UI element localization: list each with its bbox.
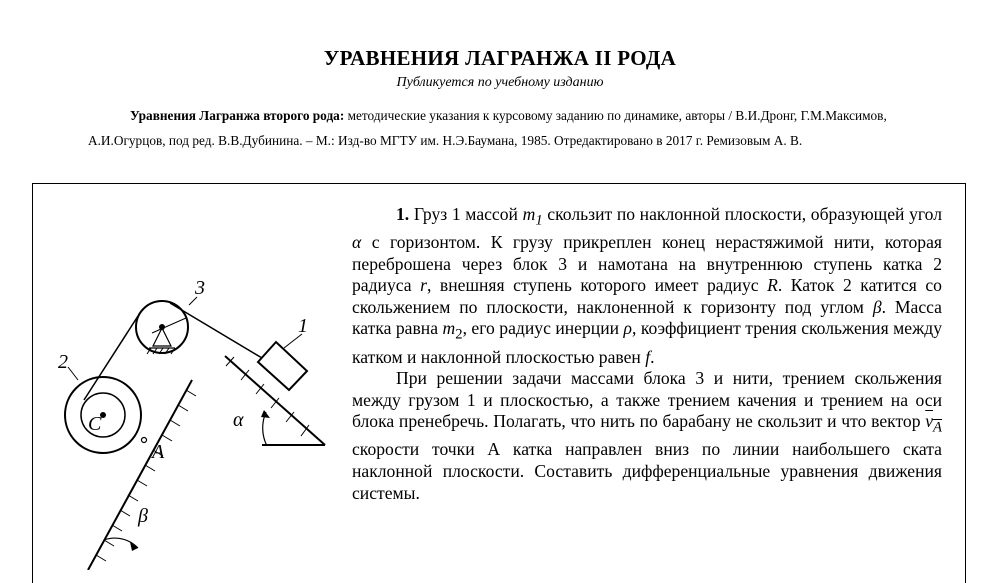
problem-text: , коэффициент трения скольжения между катком и наклонной плоскостью равен [352, 318, 943, 367]
problem-text: Груз 1 массой [409, 204, 523, 224]
bibliographic-reference [88, 103, 928, 153]
problem-text: , внешняя ступень которого имеет радиус [427, 275, 768, 296]
symbol-m: m [522, 204, 536, 224]
problem-text: . Масса катка равна [352, 296, 942, 339]
subscript: 2 [455, 327, 463, 343]
contact-point-a [142, 438, 147, 443]
problem-statement [352, 204, 942, 504]
symbol-beta: β [872, 296, 882, 317]
symbol-r: r [420, 275, 427, 296]
document-subtitle: Публикуется по учебному изданию [396, 75, 604, 90]
label-center-c: C [88, 413, 102, 435]
problem-paragraph-2 [352, 368, 942, 504]
document-title: УРАВНЕНИЯ ЛАГРАНЖА II РОДА [323, 46, 677, 70]
label-load-1: 1 [298, 315, 308, 337]
symbol-m: m [442, 318, 456, 339]
problem-text: , его радиус инерции [462, 318, 624, 339]
mechanism-figure [40, 270, 340, 570]
problem-paragraph-1 [352, 204, 942, 368]
vector-v: v [925, 411, 934, 432]
load-1 [258, 342, 307, 390]
symbol-R: R [767, 275, 778, 296]
problem-text: . Каток 2 катится со скольжением по плоскости, наклоненной к горизонту под углом [352, 275, 942, 317]
subscript: 1 [535, 212, 543, 229]
label-beta: β [138, 505, 148, 527]
problem-text: скользит по наклонной плоскости, образующей угол [542, 204, 943, 224]
label-alpha: α [233, 409, 244, 431]
symbol-alpha: α [352, 232, 362, 253]
problem-text: с горизонтом. К грузу прикреплен конец нерастяжимой нити, которая переброшена через блок 3 и намотана на внутреннюю ступень катка 2 радиуса [352, 232, 942, 296]
incline-beta-hatching [96, 390, 196, 561]
label-point-a: A [152, 441, 165, 463]
symbol-f: f [645, 346, 651, 367]
pulley-support [153, 328, 171, 346]
problem-text: скорости точки А катка направлен вниз по линии наибольшего ската наклонной плоскости. Составить дифференциальные уравнения движения системы. [352, 439, 942, 503]
biblio-bold-title: Уравнения Лагранжа второго рода: [130, 108, 345, 123]
symbol-rho: ρ [623, 318, 632, 339]
label-pulley-3: 3 [195, 277, 205, 299]
problem-text: . [650, 346, 655, 367]
thread-to-load [170, 303, 262, 358]
biblio-text: методические указания к курсовому заданию по динамике, авторы / В.И.Дронг, Г.М.Максимов, А.И.Огурцов, под ред. В.В.Дубинина. – М.: Изд-во МГТУ им. Н.Э.Баумана, 1985. Отредактировано в 2017 г. Ремизовым А. В. [88, 108, 887, 148]
label-roller-2: 2 [58, 351, 68, 373]
problem-text: При решении задачи массами блока 3 и нити, трением скольжения между грузом 1 и плоскостью, а также трением качения и трением на оси блока пренебречь. Полагать, что нить по барабану не скользит и что вектор [352, 368, 942, 432]
problem-number: 1. [396, 204, 410, 224]
subscript: A [933, 419, 942, 436]
